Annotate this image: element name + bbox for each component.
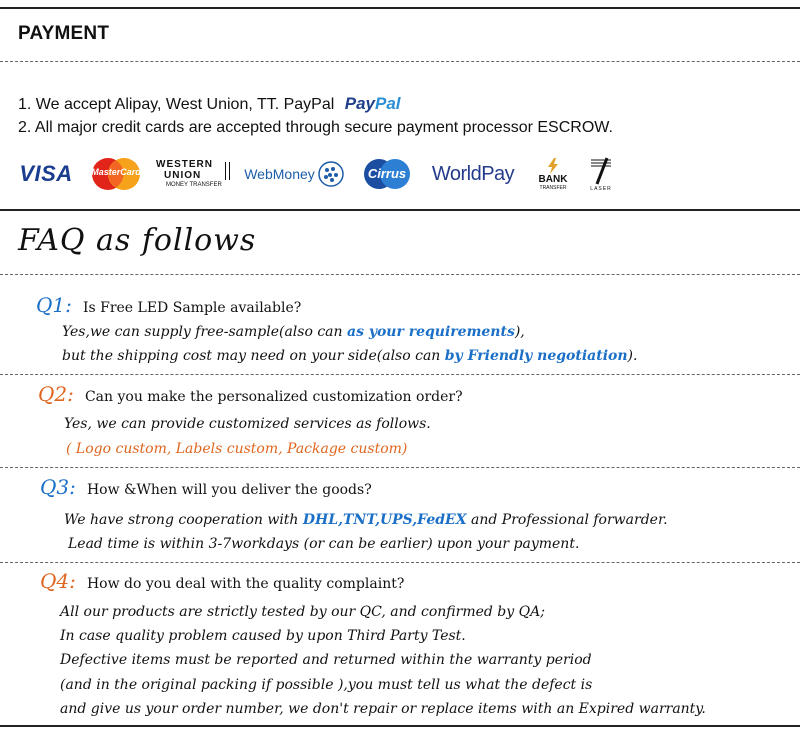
- q3-answer-line-1: We have strong cooperation with DHL,TNT,UPS,FedEX and Professional forwarder.: [64, 512, 668, 528]
- q1-answer-line-1: Yes,we can supply free-sample(also can as your requirements),: [62, 324, 525, 340]
- top-border: [0, 7, 800, 9]
- q1-number: Q1:: [36, 293, 72, 317]
- western-union-logo: WESTERN UNION MONEY TRANSFER: [156, 152, 236, 196]
- mastercard-logo: MasterCard: [88, 152, 144, 196]
- q4-answer-line-5: and give us your order number, we don't repair or replace items with an Expired warranty.: [60, 701, 706, 717]
- q4-number: Q4:: [40, 569, 76, 593]
- faq-q3: [40, 475, 372, 499]
- webmoney-logo: WebMoney: [244, 152, 344, 196]
- laser-logo: LASER: [584, 152, 618, 196]
- q3-answer-line-2: Lead time is within 3-7workdays (or can be earlier) upon your payment.: [68, 536, 580, 552]
- q4-answer-line-3: Defective items must be reported and returned within the warranty period: [60, 652, 592, 668]
- q2-answer-line-2: ( Logo custom, Labels custom, Package custom): [66, 441, 408, 457]
- payment-line-2: 2. All major credit cards are accepted through secure payment processor ESCROW.: [18, 119, 613, 136]
- q3-number: Q3:: [40, 475, 76, 499]
- faq-divider: [0, 274, 800, 275]
- cirrus-logo: Cirrus: [358, 152, 416, 196]
- paypal-logo: PayPal: [344, 94, 401, 113]
- q1-answer-line-2: but the shipping cost may need on your side(also can by Friendly negotiation).: [62, 348, 638, 364]
- payment-line-1: [18, 94, 401, 114]
- q4-answer-line-1: All our products are strictly tested by our QC, and confirmed by QA;: [60, 604, 545, 620]
- payment-line-1-text: 1. We accept Alipay, West Union, TT. PayPal: [18, 96, 335, 113]
- visa-logo: VISA: [19, 161, 73, 186]
- q1-question: Is Free LED Sample available?: [82, 300, 302, 316]
- faq-title: FAQ as follows: [18, 223, 257, 258]
- worldpay-logo: WorldPay: [431, 162, 515, 185]
- faq-q1: [36, 293, 301, 317]
- q4-answer-line-2: In case quality problem caused by upon Third Party Test.: [60, 628, 466, 644]
- q3-question: How &When will you deliver the goods?: [86, 482, 372, 498]
- laser-icon: [589, 156, 613, 186]
- q2-answer-line-1: Yes, we can provide customized services as follows.: [64, 416, 431, 432]
- faq-q2: [38, 382, 463, 406]
- faq-divider-1: [0, 374, 800, 375]
- payment-title: PAYMENT: [18, 23, 110, 44]
- western-union-bars-icon: [225, 162, 230, 180]
- q2-number: Q2:: [38, 382, 74, 406]
- payment-divider: [0, 61, 800, 62]
- faq-q4: [40, 569, 404, 593]
- faq-top-border: [0, 209, 800, 211]
- webmoney-globe-icon: [318, 161, 344, 187]
- bank-lightning-icon: [545, 158, 561, 174]
- bank-transfer-logo: BANK TRANSFER: [532, 152, 574, 196]
- q4-answer-line-4: (and in the original packing if possible ),you must tell us what the defect is: [60, 677, 593, 693]
- bottom-border: [0, 725, 800, 727]
- q4-question: How do you deal with the quality complaint?: [86, 576, 405, 592]
- q2-question: Can you make the personalized customization order?: [84, 389, 463, 405]
- faq-divider-3: [0, 562, 800, 563]
- faq-divider-2: [0, 467, 800, 468]
